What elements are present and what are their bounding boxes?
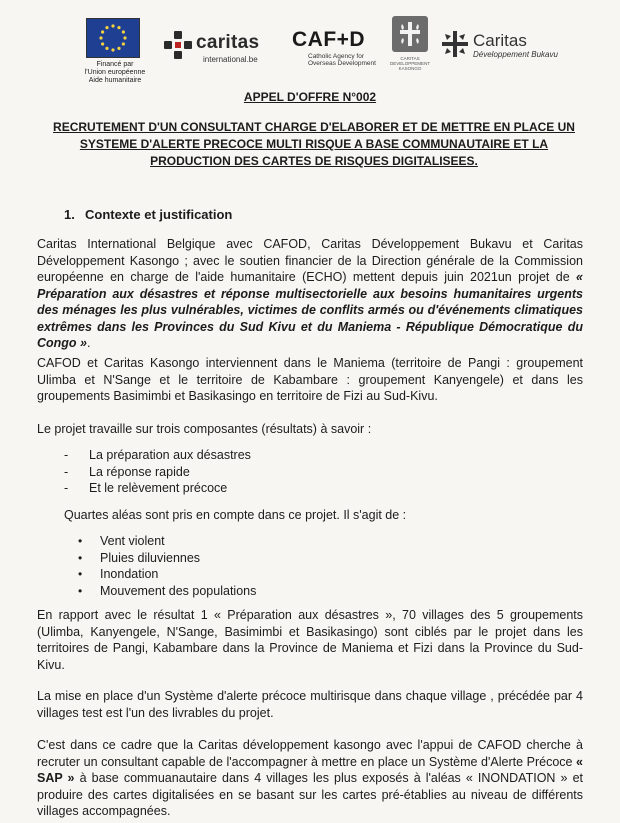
eu-caption-line: Aide humanitaire [88,77,142,84]
eu-star [105,47,108,50]
eu-star [111,24,114,27]
page-subtitle: RECRUTEMENT D'UN CONSULTANT CHARGE D'ELABORER ET DE METTRE EN PLACE UN SYSTEME D'ALERTE PRECOCE MULTI RISQUE A BASE COMMUNAUTAIRE ET LA PRODUCTION DES CARTES DE RISQUES DIGITALISEES. [53,120,575,168]
cafod-sub [308,53,376,67]
paragraph-intervention: CAFOD et Caritas Kasongo interviennent dans le Maniema (territoire de Pangi : groupement Ulimba et N'Sange et le territoire de Kabambare : groupement Kanyengele) et dans les groupements Basimimbi et Basikasingo en territoire de Fizi au Sud-Kivu. [37,356,583,403]
list-item: - La préparation aux désastres [64,447,251,464]
list-item: - Et le relèvement précoce [64,480,251,497]
caritas-bukavu-sub: Développement Bukavu [473,50,558,59]
paragraph-end: . [87,336,91,350]
eu-star [122,42,125,45]
paragraph-text: C'est dans ce cadre que la Caritas développement kasongo avec l'appui de CAFOD cherche à recruter un consultant capable de l'accompagner à mettre en place un Système d'Alerte Précoce [37,738,583,769]
eu-caption-line: Financé par [96,61,134,68]
paragraph-text: à base commuanautaire dans 4 villages les plus exposés à l'aléas « INONDATION » et produire des cartes digitalisées en se basant sur les cartes pré-établies au niveau de différents villages accompagnées. [37,771,583,818]
caritas-kasongo-caption: CARITAS DEVELOPPEMENT KASONGO [389,56,430,71]
list-item: • Mouvement des populations [74,583,256,600]
section-title: Contexte et justification [85,207,233,222]
eu-caption [74,61,156,85]
list-item: - La réponse rapide [64,464,251,481]
section-heading [64,207,232,222]
paragraph-context [37,236,583,352]
components-list [64,447,251,497]
section-number: 1. [64,207,75,222]
paragraph-text: Caritas International Belgique avec CAFOD, Caritas Développement Bukavu et Caritas Développement Kasongo ; avec le soutien financier de la Direction générale de la Commission européenne en charge de l'aide humanitaire (ECHO) mettent depuis juin 2021un projet de [37,237,583,284]
caritas-kasongo-logo [392,16,428,52]
eu-star [105,26,108,29]
caritas-international-name: caritas [196,32,260,53]
eu-stars-icon [87,19,139,57]
paragraph-recruitment [37,737,583,820]
eu-star [123,36,126,39]
logo-header [0,14,620,94]
eu-star [117,26,120,29]
paragraph-result-1: En rapport avec le résultat 1 « Préparation aux désastres », 70 villages des 5 groupements (Ulimba, Kanyengele, N'Sange, Basimimbi et Basikasingo) sont ciblés par le projet dans les territoires de Pangi, Kabambare dans la Province de Maniema et Fizi dans la Province du Sud-Kivu. [37,608,583,672]
cafod-sub-line: Catholic Agency for [308,53,365,60]
eu-star [117,47,120,50]
sap-emphasis: « SAP » [37,754,583,785]
hazards-list [74,533,256,599]
eu-star [101,42,104,45]
list-item: • Pluies diluviennes [74,550,256,567]
eu-star [99,36,102,39]
page-title: APPEL D'OFFRE N°002 [243,90,377,104]
caritas-cross-icon [441,30,469,58]
caritas-bukavu-name: Caritas [473,31,527,50]
paragraph-hazards-intro: Quartes aléas sont pris en compte dans ce projet. Il s'agit de : [64,508,407,522]
caritas-flame-cross-icon [392,16,428,52]
paragraph-system: La mise en place d'un Système d'alerte précoce multirisque dans chaque village , précédée par 4 villages test est l'un des livrables du projet. [37,689,583,720]
caritas-cross-icon [163,30,193,60]
eu-caption-line: l'Union européenne [84,69,146,76]
caritas-international-sub: international.be [203,55,258,64]
paragraph-components-intro: Le projet travaille sur trois composantes (résultats) à savoir : [37,422,372,436]
eu-star [101,30,104,33]
list-item: • Vent violent [74,533,256,550]
eu-flag-logo [86,18,140,58]
project-title-emphasis: « Préparation aux désastres et réponse multisectorielle aux besoins humanitaires urgents des ménages les plus vulnérables, victimes de conflits armés ou d'événements climatiques extrêmes dans les Provinces du Sud Kivu et du Maniema - République Démocratique du Congo » [37,270,583,350]
cafod-name: CAF+D [292,28,366,51]
list-item: • Inondation [74,566,256,583]
eu-star [111,48,114,51]
cafod-sub-line: Overseas Development [308,60,376,67]
eu-star [122,30,125,33]
